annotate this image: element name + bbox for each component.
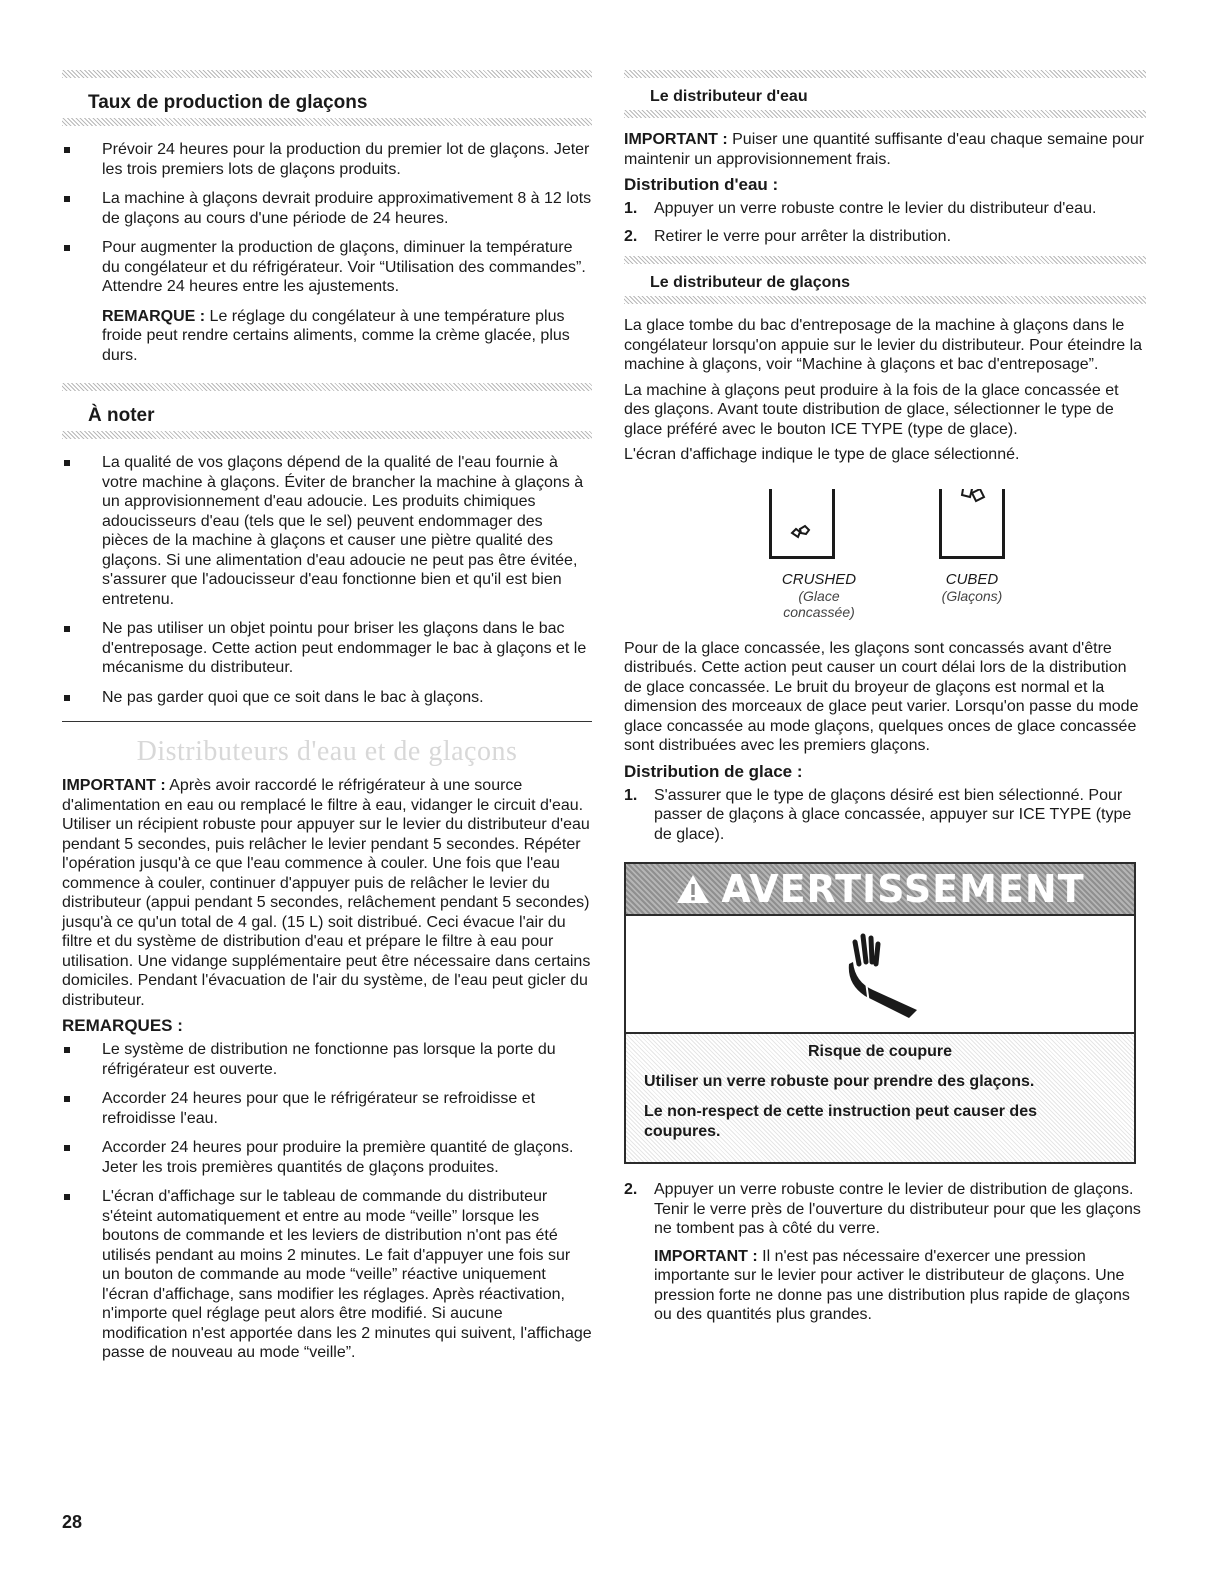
step-text: Appuyer un verre robuste contre le levier de distribution de glaçons. Tenir le verre près de l'ouverture du distributeur pour que les glaçons ne tombent pas à côté du verre. — [654, 1181, 1141, 1237]
section-heading-taux: Taux de production de glaçons — [88, 92, 368, 113]
noter-bullet-list — [62, 453, 592, 707]
section-divider — [62, 383, 592, 391]
list-item: La qualité de vos glaçons dépend de la qualité de l'eau fournie à votre machine à glaçons. Éviter de brancher la machine à glaçons à un approvisionnement d'eau adoucie. Les produits chimiques adoucisseurs d'eau (tels que le sel) peuvent endommager des pièces de la machine à glaçons et causer une piètre qualité des glaçons. Si une alimentation d'eau adoucie ne peut pas être évitée, s'assurer que l'adoucisseur d'eau fonctionne bien et qu'il est bien entretenu. — [62, 453, 592, 609]
section-divider — [62, 118, 592, 126]
step-text: Appuyer un verre robuste contre le levier du distributeur d'eau. — [654, 200, 1097, 217]
remarques-bullet-list — [62, 1040, 592, 1363]
paragraph: L'écran d'affichage indique le type de glace sélectionné. — [624, 446, 1020, 463]
glace-steps-continued — [624, 1180, 1146, 1239]
paragraph: La glace tombe du bac d'entreposage de la machine à glaçons dans le congélateur lorsqu'on appuie sur le levier du distributeur. Pour éteindre la machine à glaçons, voir “Machine à glaçons et bac d'entreposage”. — [624, 317, 1143, 373]
list-item: L'écran d'affichage sur le tableau de commande du distributeur s'éteint automatiquement et entre au mode “veille” lorsque les boutons de commande et les leviers de distribution n'ont pas été utilisés pendant au moins 2 minutes. Le fait d'appuyer une fois sur un bouton de commande au mode “veille” réactive uniquement l'écran d'affichage, sans modifier les réglages. Après réactivation, n'importe quel réglage peut alors être modifié. Si aucune modification n'est apportée dans les 2 minutes qui suivent, l'affichage passe de nouveau au mode “veille”. — [62, 1187, 592, 1363]
warning-triangle-icon — [675, 873, 711, 905]
cubed-label: CUBED — [945, 570, 999, 588]
important-note — [62, 776, 592, 1010]
list-item: Prévoir 24 heures pour la production du premier lot de glaçons. Jeter les trois premiers lots de glaçons produits. — [62, 140, 592, 179]
list-item: Pour augmenter la production de glaçons, diminuer la température du congélateur et du réfrigérateur. Voir “Utilisation des commandes”. Attendre 24 heures entre les ajustements. — [62, 238, 592, 297]
left-column — [62, 70, 592, 1373]
important-label: IMPORTANT : — [62, 777, 166, 794]
section-heading-eau: Le distributeur d'eau — [650, 88, 808, 105]
remarques-heading: REMARQUES : — [62, 1016, 183, 1035]
section-divider — [624, 110, 1146, 118]
step-text: S'assurer que le type de glaçons désiré est bien sélectionné. Pour passer de glaçons à glace concassée, appuyer sur ICE TYPE (type de glace). — [654, 786, 1132, 843]
crushed-label: CRUSHED — [781, 570, 857, 588]
section-divider — [62, 431, 592, 439]
important-text: Puiser une quantité suffisante d'eau chaque semaine pour maintenir un approvisionnement frais. — [624, 131, 1145, 168]
warning-banner — [626, 864, 1134, 916]
important-note — [624, 130, 1146, 169]
list-item: Le système de distribution ne fonctionne pas lorsque la porte du réfrigérateur est ouverte. — [62, 1040, 592, 1079]
eau-steps — [624, 199, 1146, 246]
step-number: 1. — [624, 786, 638, 804]
warning-title: AVERTISSEMENT — [721, 867, 1085, 911]
list-item: Ne pas utiliser un objet pointu pour briser les glaçons dans le bac d'entreposage. Cette action peut endommager le bac à glaçons et le mécanisme du distributeur. — [62, 619, 592, 678]
step-number: 1. — [624, 200, 638, 217]
crushed-sub: (Glace concassée) — [783, 587, 855, 620]
glace-steps — [624, 786, 1146, 845]
cubed-sub: (Glaçons) — [941, 587, 1003, 604]
warning-pictogram — [626, 916, 1134, 1034]
right-column — [624, 70, 1146, 1331]
section-rule — [62, 721, 592, 722]
remarque-text: Le réglage du congélateur à une température plus froide peut rendre certains aliments, comme la crème glacée, plus durs. — [102, 307, 570, 364]
distribution-glace-heading: Distribution de glace : — [624, 761, 803, 781]
paragraph: Pour de la glace concassée, les glaçons sont concassés avant d'être distribués. Cette action peut causer un court délai lors de la distribution de glace concassée. Le bruit du broyeur de glaçons est normal et la dimension des morceaux de glace peut varier. Lorsqu'on passe du mode glace concassée au mode glaçons, quelques onces de glace concassée sont distribuées avec les premiers glaçons. — [624, 639, 1139, 754]
warning-line: Le non-respect de cette instruction peut causer des coupures. — [644, 1103, 1037, 1140]
section-divider — [624, 70, 1146, 78]
remarque-label: REMARQUE : — [102, 307, 206, 325]
crushed-ice-icon — [769, 489, 835, 559]
step-number: 2. — [624, 227, 638, 245]
warning-risk: Risque de coupure — [807, 1043, 953, 1060]
list-item: La machine à glaçons devrait produire approximativement 8 à 12 lots de glaçons au cours d'une période de 24 heures. — [62, 189, 592, 228]
list-item — [624, 199, 1146, 219]
chapter-title: Distributeurs d'eau et de glaçons — [136, 736, 518, 767]
section-divider — [62, 70, 592, 78]
cubed-ice-icon — [939, 489, 1005, 559]
important-text: Il n'est pas nécessaire d'exercer une pression importante sur le levier pour activer le distributeur de glaçons. Une pression forte ne donne pas une distribution plus rapide de glaçons ou des quantités plus grandes. — [654, 1247, 1130, 1323]
paragraph: La machine à glaçons peut produire à la fois de la glace concassée et des glaçons. Avant toute distribution de glace, sélectionner le type de glace préféré avec le bouton ICE TYPE (type de glace). — [624, 381, 1119, 438]
cubed-caption — [932, 571, 1012, 604]
step-text: Retirer le verre pour arrêter la distribution. — [654, 227, 952, 245]
list-item — [624, 227, 1146, 247]
ice-type-icons — [624, 479, 1146, 639]
section-divider — [624, 296, 1146, 304]
warning-line: Utiliser un verre robuste pour prendre des glaçons. — [644, 1073, 1035, 1090]
section-heading-glacons: Le distributeur de glaçons — [650, 274, 851, 291]
warning-text — [626, 1034, 1134, 1162]
distribution-eau-heading: Distribution d'eau : — [624, 175, 779, 194]
remarque-note — [62, 307, 592, 366]
step-number: 2. — [624, 1181, 638, 1198]
list-item: Accorder 24 heures pour produire la première quantité de glaçons. Jeter les trois premières quantités de glaçons produites. — [62, 1138, 592, 1177]
important-label: IMPORTANT : — [624, 131, 728, 148]
list-item — [624, 786, 1146, 845]
section-divider — [624, 256, 1146, 264]
important-note — [624, 1247, 1146, 1325]
hand-cut-icon — [825, 924, 935, 1024]
list-item: Accorder 24 heures pour que le réfrigérateur se refroidisse et refroidisse l'eau. — [62, 1089, 592, 1128]
warning-box — [624, 862, 1136, 1164]
list-item: Ne pas garder quoi que ce soit dans le bac à glaçons. — [62, 688, 592, 708]
crushed-caption — [764, 571, 874, 620]
taux-bullet-list — [62, 140, 592, 297]
important-label: IMPORTANT : — [654, 1247, 758, 1265]
important-text: Après avoir raccordé le réfrigérateur à une source d'alimentation en eau ou remplacé le filtre à eau, vidanger le circuit d'eau. Utiliser un récipient robuste pour appuyer sur le levier du distributeur d'eau pendant 5 secondes, puis relâcher le levier pendant 5 secondes. Répéter l'opération jusqu'à ce que l'eau commence à couler. Une fois que l'eau commence à couler, continuer d'appuyer puis de relâcher le levier du distributeur (appui pendant 5 secondes, relâchement pendant 5 secondes) jusqu'à ce qu'un total de 4 gal. (15 L) soit distribué. Ceci évacue l'air du filtre et du système de distribution d'eau et prépare le filtre à eau pour utilisation. Une vidange supplémentaire peut être nécessaire dans certains domiciles. Pendant l'évacuation de l'air du système, de l'eau peut gicler du distributeur. — [62, 777, 591, 1009]
page-number: 28 — [62, 1512, 83, 1532]
list-item — [624, 1180, 1146, 1239]
section-heading-noter: À noter — [88, 405, 155, 426]
